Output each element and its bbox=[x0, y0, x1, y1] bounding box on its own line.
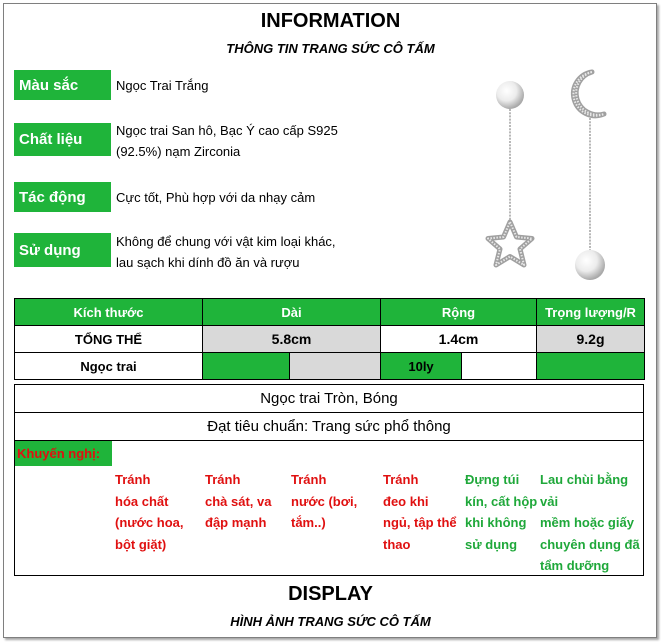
notes-section bbox=[14, 384, 644, 576]
usage-line-2: lau sạch khi dính đồ ăn và rượu bbox=[116, 255, 300, 270]
advice-storage: Đựng túi kín, cất hộp khi không sử dụng bbox=[465, 472, 538, 552]
page-subtitle: THÔNG TIN TRANG SỨC CÔ TẤM bbox=[226, 41, 435, 56]
overall-width: 1.4cm bbox=[381, 326, 537, 353]
moon-pendant bbox=[573, 72, 604, 116]
pearl-bottom bbox=[575, 250, 605, 280]
overall-label: TỔNG THỂ bbox=[15, 326, 203, 353]
material-line-1: Ngọc trai San hô, Bạc Ý cao cấp S925 bbox=[116, 123, 338, 138]
effect-label: Tác động bbox=[14, 182, 111, 212]
material-value bbox=[116, 120, 338, 162]
overall-weight: 9.2g bbox=[537, 326, 645, 353]
material-label: Chất liệu bbox=[14, 123, 111, 156]
color-label: Màu sắc bbox=[14, 70, 111, 100]
pearl-top bbox=[496, 81, 524, 109]
effect-value: Cực tốt, Phù hợp với da nhạy cảm bbox=[116, 190, 316, 205]
display-title: DISPLAY bbox=[288, 583, 373, 605]
pearl-label: Ngọc trai bbox=[15, 353, 203, 380]
advice-water: Tránh nước (bơi, tắm..) bbox=[291, 472, 358, 530]
spec-overall-row bbox=[15, 326, 645, 353]
usage-label: Sử dụng bbox=[14, 233, 111, 267]
header-size: Kích thước bbox=[15, 299, 203, 326]
pearl-size: 10ly bbox=[381, 353, 462, 380]
earrings-image bbox=[470, 62, 650, 294]
advice-chemicals: Tránh hóa chất (nước hoa, bột giặt) bbox=[115, 472, 184, 552]
overall-length: 5.8cm bbox=[203, 326, 381, 353]
advice-cleaning: Lau chùi bằng vải mềm hoặc giấy chuyên dụng đã tẩm dưỡng bbox=[540, 472, 640, 573]
standard-text: Đạt tiêu chuẩn: Trang sức phổ thông bbox=[207, 418, 451, 435]
color-value: Ngọc Trai Trắng bbox=[116, 78, 209, 93]
recommend-label: Khuyến nghị: bbox=[15, 441, 112, 466]
advice-impact: Tránh chà sát, va đập mạnh bbox=[205, 472, 272, 530]
header-length: Dài bbox=[203, 299, 381, 326]
advice-sleep: Tránh đeo khi ngủ, tập thể thao bbox=[383, 472, 457, 552]
header-weight: Trọng lượng/R bbox=[537, 299, 645, 326]
material-line-2: (92.5%) nạm Zirconia bbox=[116, 144, 241, 159]
usage-line-1: Không để chung với vật kim loại khác, bbox=[116, 234, 336, 249]
spec-header-row bbox=[15, 299, 645, 326]
display-subtitle: HÌNH ẢNH TRANG SỨC CÔ TẤM bbox=[230, 614, 431, 629]
header-width: Rộng bbox=[381, 299, 537, 326]
left-earring bbox=[488, 81, 532, 265]
page-title: INFORMATION bbox=[260, 10, 401, 32]
right-earring bbox=[573, 72, 605, 280]
shape-text: Ngọc trai Tròn, Bóng bbox=[260, 390, 398, 407]
spec-table bbox=[14, 298, 645, 380]
spec-pearl-row bbox=[15, 353, 645, 380]
usage-value bbox=[116, 231, 336, 273]
